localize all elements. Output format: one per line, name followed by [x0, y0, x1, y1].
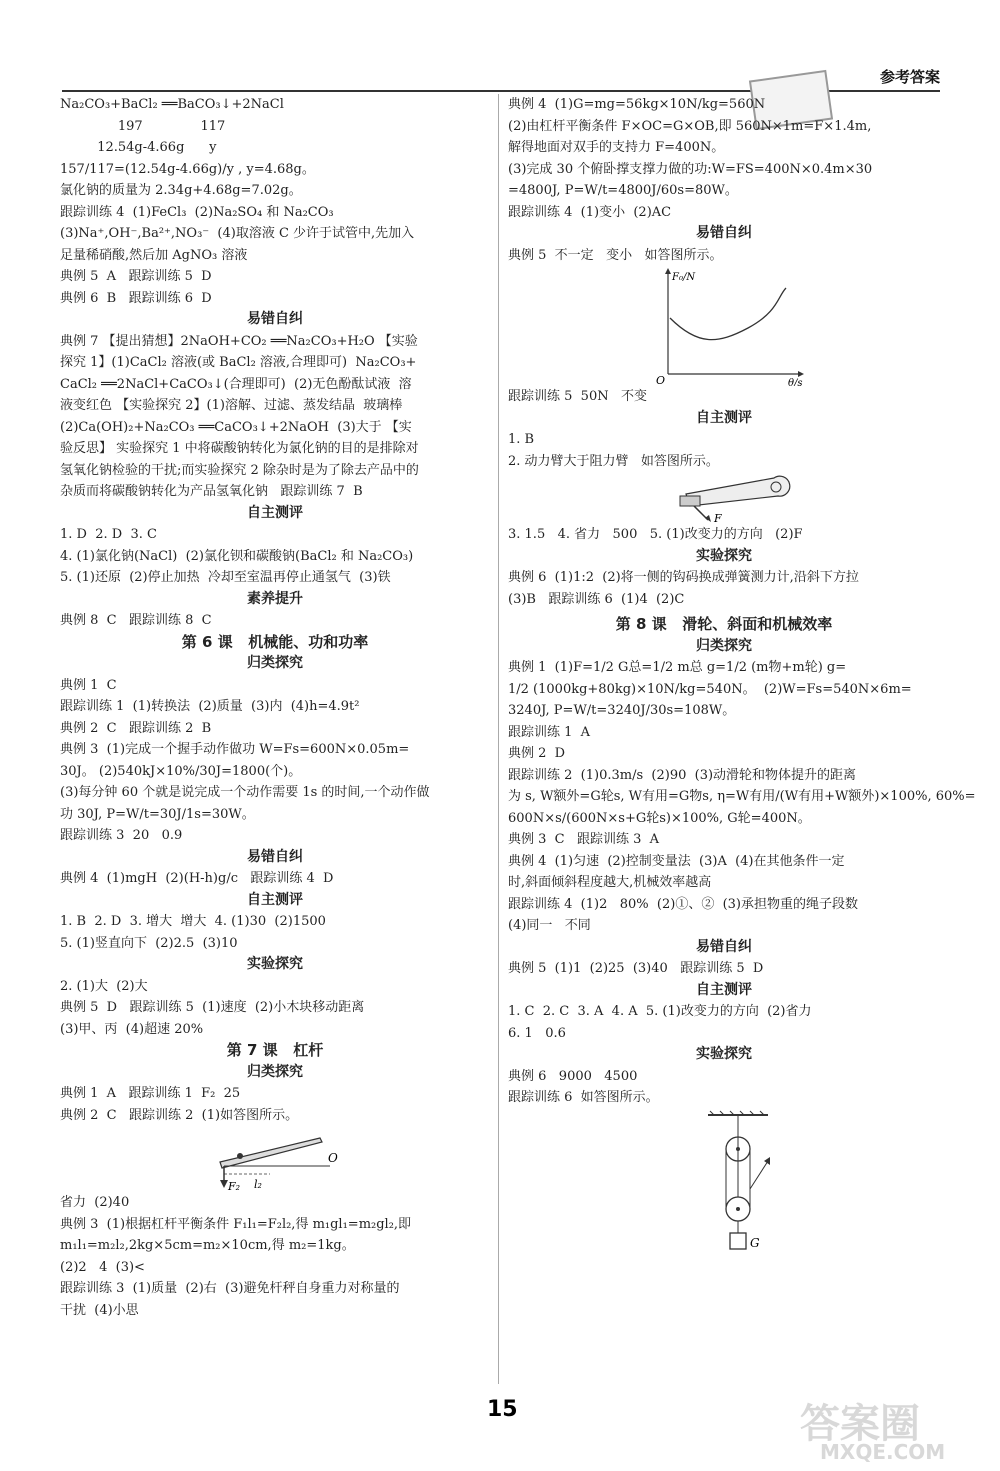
answer-line: Na₂CO₃+BaCl₂ ══BaCO₃↓+2NaCl: [60, 97, 284, 112]
page-header-title: 参考答案: [879, 68, 940, 86]
answer-line: 157/117=(12.54g-4.66g)/y , y=4.68g。: [60, 161, 315, 177]
answer-line: 5. (1)还原 (2)停止加热 冷却至室温再停止通氢气 (3)铁: [60, 570, 391, 585]
answer-block: [60, 1083, 490, 1126]
answer-line: (3)Na⁺,OH⁻,Ba²⁺,NO₃⁻ (4)取溶液 C 少许于试管中,先加入: [60, 226, 415, 241]
section-heading: 素养提升: [247, 590, 303, 607]
answer-line: 典例 5 不一定 变小 如答图所示。: [508, 247, 723, 263]
answer-line: 197 117: [60, 118, 226, 134]
section-heading: 实验探究: [696, 547, 752, 564]
answer-line: 干扰 (4)小思: [60, 1302, 139, 1318]
answer-line: 典例 1 A 跟踪训练 1 F₂ 25: [60, 1086, 241, 1101]
answer-line: 省力 (2)40: [60, 1195, 130, 1210]
answer-line: 跟踪训练 3 (1)质量 (2)右 (3)避免杆秤自身重力对称量的: [60, 1281, 400, 1296]
section-heading: 归类探究: [247, 655, 303, 671]
answer-line: 时,斜面倾斜程度越大,机械效率越高: [508, 875, 712, 890]
answer-line: 典例 6 B 跟踪训练 6 D: [60, 290, 212, 306]
tool-figure: [508, 472, 940, 524]
answer-line: =4800J, P=W/t=4800J/60s=80W。: [508, 183, 738, 198]
pulley-weight-label: G: [750, 1235, 760, 1250]
answer-line: 典例 6 9000 4500: [508, 1068, 638, 1084]
answer-line: 跟踪训练 6 如答图所示。: [508, 1090, 659, 1105]
answer-line: 1. C 2. C 3. A 4. A 5. (1)改变力的方向 (2)省力: [508, 1004, 812, 1019]
tool-force-label: F: [714, 512, 722, 524]
answer-line: 5. (1)竖直向下 (2)2.5 (3)10: [60, 935, 238, 951]
section-heading: 自主测评: [696, 981, 752, 998]
answer-line: 跟踪训练 4 (1)2 80% (2)①、② (3)承担物重的绳子段数: [508, 896, 859, 912]
answer-line: 典例 7 【提出猜想】2NaOH+CO₂ ══Na₂CO₃+H₂O 【实验: [60, 333, 418, 349]
answer-block: [508, 1001, 940, 1044]
answer-line: 6. 1 0.6: [508, 1025, 566, 1041]
answer-line: 典例 2 C 跟踪训练 2 (1)如答图所示。: [60, 1107, 299, 1123]
answer-line: 1. B: [508, 432, 535, 447]
answer-block: [508, 1066, 940, 1109]
answer-line: 验反思】 实验探究 1 中将碳酸钠转化为氯化钠的目的是排除对: [60, 441, 419, 456]
page-number: 15: [487, 1397, 518, 1422]
answer-line: 典例 2 D: [508, 746, 566, 761]
section-heading: 易错自纠: [247, 311, 303, 327]
answer-line: 杂质而将碳酸钠转化为产品氢氧化钠 跟踪训练 7 B: [60, 484, 363, 499]
answer-block: [508, 94, 940, 223]
watermark-logo: 答案圈: [800, 1401, 920, 1447]
answer-line: 1. D 2. D 3. C: [60, 527, 157, 542]
answer-line: 30J。 (2)540kJ×10%/30J=1800(个)。: [60, 763, 302, 779]
graph-origin-label: O: [656, 374, 666, 386]
answer-line: 跟踪训练 4 (1)FeCl₃ (2)Na₂SO₄ 和 Na₂CO₃: [60, 204, 334, 220]
answer-block: [508, 429, 940, 472]
answer-block: [508, 657, 976, 937]
answer-line: 典例 6 (1)1:2 (2)将一侧的钩码换成弹簧测力计,沿斜下方拉: [508, 570, 859, 585]
graph-x-label: θ/s: [788, 378, 803, 386]
lesson-title: 第 6 课 机械能、功和功率: [181, 632, 369, 651]
answer-line: 600N×s/(600N×s+G轮s)×100%, G轮=400N。: [508, 810, 811, 826]
answer-line: 2. (1)大 (2)大: [60, 978, 148, 994]
answer-line: 3. 1.5 4. 省力 500 5. (1)改变力的方向 (2)F: [508, 527, 803, 542]
answer-line: (2)Ca(OH)₂+Na₂CO₃ ══CaCO₃↓+2NaOH (3)大于 【实: [60, 419, 412, 435]
answer-line: CaCl₂ ══2NaCl+CaCO₃↓(合理即可) (2)无色酚酞试液 溶: [60, 376, 412, 392]
answer-line: (3)B 跟踪训练 6 (1)4 (2)C: [508, 591, 685, 607]
answer-line: 4. (1)氯化钠(NaCl) (2)氯化钡和碳酸钠(BaCl₂ 和 Na₂CO₃): [60, 548, 414, 564]
answer-line: m₁l₁=m₂l₂,2kg×5cm=m₂×10cm,得 m₂=1kg。: [60, 1238, 355, 1253]
answer-line: (2)由杠杆平衡条件 F×OC=G×OB,即 560N×1m=F×1.4m,: [508, 118, 872, 134]
answer-line: 典例 5 A 跟踪训练 5 D: [60, 269, 212, 284]
answer-line: 典例 3 C 跟踪训练 3 A: [508, 832, 660, 847]
answer-line: 典例 2 C 跟踪训练 2 B: [60, 720, 212, 736]
answer-line: 探究 1】(1)CaCl₂ 溶液(或 BaCl₂ 溶液,合理即可) Na₂CO₃+: [60, 355, 417, 370]
section-heading: 易错自纠: [696, 225, 752, 241]
answer-block: [60, 524, 490, 589]
column-divider: [498, 94, 499, 1384]
answer-line: 1. B 2. D 3. 增大 增大 4. (1)30 (2)1500: [60, 914, 326, 929]
pulley-figure: [508, 1109, 940, 1259]
answer-line: 跟踪训练 1 (1)转换法 (2)质量 (3)内 (4)h=4.9t²: [60, 699, 360, 714]
answer-line: 足量稀硝酸,然后加 AgNO₃ 溶液: [60, 247, 248, 263]
right-column: [508, 94, 976, 1259]
answer-block: [60, 331, 490, 503]
lesson-title: 第 7 课 杠杆: [226, 1041, 324, 1059]
answer-line: 典例 1 C: [60, 677, 117, 693]
answer-line: 功 30J, P=W/t=30J/1s=30W。: [60, 806, 255, 822]
answer-block: [60, 1192, 490, 1321]
answer-line: 典例 4 (1)匀速 (2)控制变量法 (3)A (4)在其他条件一定: [508, 853, 845, 869]
answer-line: 跟踪训练 3 20 0.9: [60, 828, 183, 843]
answer-line: (2)2 4 (3)<: [60, 1259, 145, 1275]
lever-arm-label: l₂: [254, 1178, 262, 1191]
answer-line: 2. 动力臂大于阻力臂 如答图所示。: [508, 453, 719, 469]
force-graph-figure: [508, 266, 940, 386]
answer-line: (4)同一 不同: [508, 918, 591, 933]
answer-block: [60, 976, 490, 1041]
section-heading: 自主测评: [247, 504, 303, 521]
answer-block: [60, 675, 490, 847]
answer-line: 氯化钠的质量为 2.34g+4.68g=7.02g。: [60, 183, 302, 198]
answer-line: 为 s, W额外=G轮s, W有用=G物s, η=W有用/(W有用+W额外)×100%, 60%=: [508, 789, 976, 804]
graph-y-label: F₀/N: [672, 272, 696, 283]
answer-line: 跟踪训练 2 (1)0.3m/s (2)90 (3)动滑轮和物体提升的距离: [508, 767, 857, 783]
answer-line: 1/2 (1000kg+80kg)×10N/kg=540N。 (2)W=Fs=540N×6m=: [508, 681, 912, 697]
answer-block: [508, 567, 940, 610]
section-heading: 实验探究: [247, 956, 303, 972]
answer-line: 解得地面对双手的支持力 F=400N。: [508, 140, 725, 155]
lever-point-label: O: [328, 1151, 338, 1165]
answer-line: 典例 3 (1)完成一个握手动作做功 W=Fs=600N×0.05m=: [60, 742, 410, 757]
watermark-url: MXQE.COM: [820, 1440, 946, 1464]
answer-block: [60, 911, 490, 954]
answer-line: 跟踪训练 1 A: [508, 724, 591, 740]
answer-line: 典例 8 C 跟踪训练 8 C: [60, 613, 212, 628]
answer-line: 液变红色 【实验探究 2】(1)溶解、过滤、蒸发结晶 玻璃棒: [60, 398, 403, 413]
section-heading: 自主测评: [247, 891, 303, 908]
answer-line: (3)每分钟 60 个就是说完成一个动作需要 1s 的时间,一个动作做: [60, 785, 430, 800]
lever-figure: [60, 1126, 490, 1192]
answer-line: 3240J, P=W/t=3240J/30s=108W。: [508, 703, 736, 718]
answer-line: 跟踪训练 4 (1)变小 (2)AC: [508, 204, 672, 220]
answer-line: 氢氧化钠检验的干扰;而实验探究 2 除杂时是为了除去产品中的: [60, 462, 419, 478]
answer-line: 跟踪训练 5 50N 不变: [508, 389, 647, 404]
answer-line: 12.54g-4.66g y: [60, 140, 217, 155]
answer-line: 典例 5 D 跟踪训练 5 (1)速度 (2)小木块移动距离: [60, 1000, 365, 1015]
section-heading: 易错自纠: [696, 938, 752, 955]
left-column: [60, 94, 490, 1321]
answer-line: 典例 1 (1)F=1/2 G总=1/2 m总 g=1/2 (m物+m轮) g=: [508, 660, 847, 675]
lesson-title: 第 8 课 滑轮、斜面和机械效率: [615, 615, 833, 633]
section-heading: 实验探究: [696, 1046, 752, 1062]
answer-line: (3)甲、丙 (4)超速 20%: [60, 1021, 204, 1037]
section-heading: 自主测评: [696, 409, 752, 426]
section-heading: 归类探究: [247, 1063, 303, 1080]
answer-line: (3)完成 30 个俯卧撑支撑力做的功:W=FS=400N×0.4m×30: [508, 161, 873, 177]
section-heading: 归类探究: [696, 637, 752, 654]
answer-block: [60, 94, 490, 309]
answer-line: 典例 4 (1)G=mg=56kg×10N/kg=560N: [508, 97, 766, 112]
answer-line: 典例 4 (1)mgH (2)(H-h)g/c 跟踪训练 4 D: [60, 871, 334, 886]
section-heading: 易错自纠: [247, 848, 303, 865]
lever-force-label: F₂: [228, 1180, 241, 1192]
answer-line: 典例 3 (1)根据杠杆平衡条件 F₁l₁=F₂l₂,得 m₁gl₁=m₂gl₂,即: [60, 1216, 412, 1232]
answer-line: 典例 5 (1)1 (2)25 (3)40 跟踪训练 5 D: [508, 961, 764, 976]
